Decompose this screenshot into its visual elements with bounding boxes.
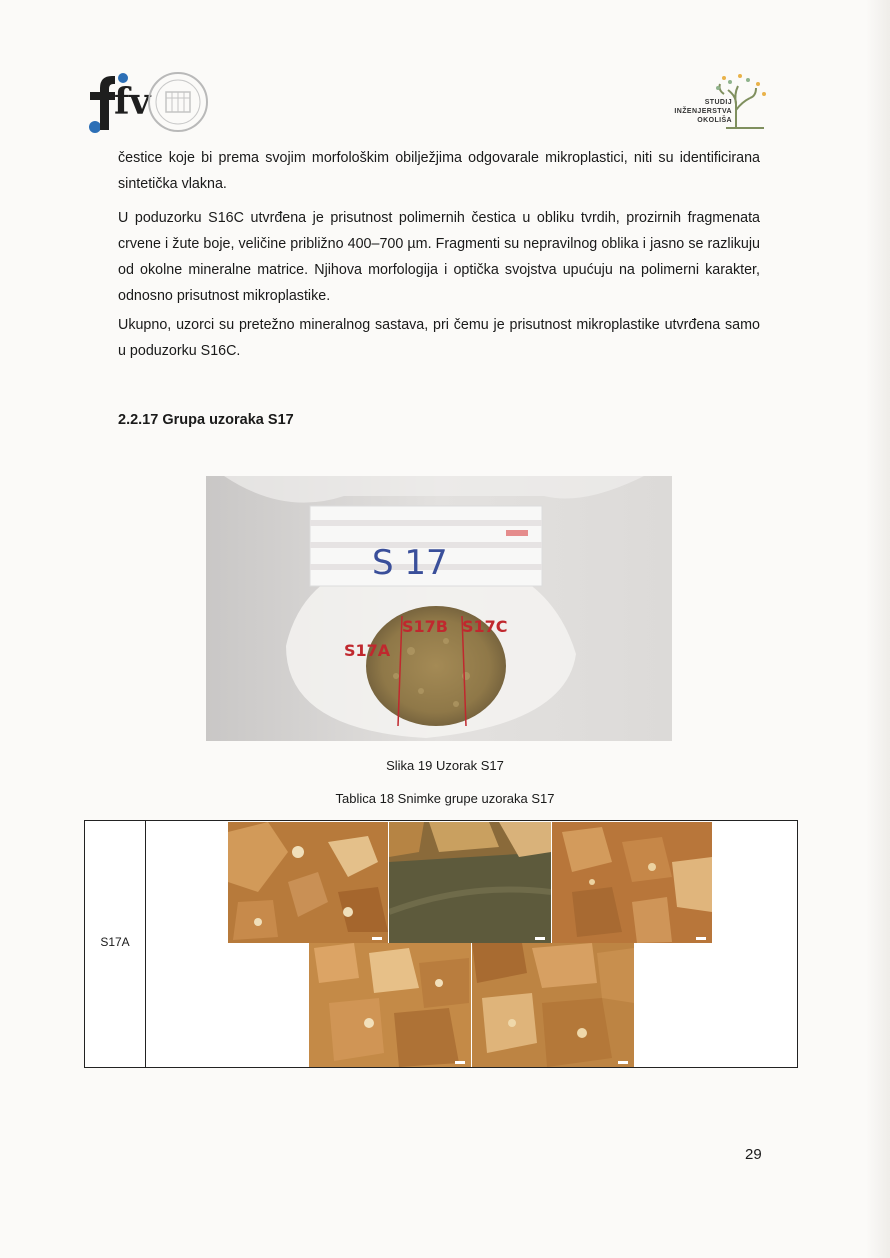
paragraph-3: Ukupno, uzorci su pretežno mineralnog sastava, pri čemu je prisutnost mikroplastike utvrđena samo u poduzorku S16C. xyxy=(118,317,760,359)
page-edge-shadow xyxy=(866,0,890,1258)
study-program-name xyxy=(674,98,732,125)
figure-caption: Slika 19 Uzorak S17 xyxy=(386,758,504,773)
logo-line-2: INŽENJERSTVA xyxy=(674,108,732,115)
label-s17a: S17A xyxy=(344,641,391,660)
label-s17b: S17B xyxy=(402,617,448,636)
logo-line-1: STUDIJ xyxy=(704,99,732,106)
page-number: 29 xyxy=(745,1146,762,1163)
faculty-logo xyxy=(86,70,216,136)
microscope-image-4 xyxy=(309,943,471,1067)
microscope-image-2 xyxy=(389,822,551,943)
sample-photo xyxy=(206,476,672,741)
microscope-image-5 xyxy=(472,943,634,1067)
table-row-label: S17A xyxy=(100,935,130,949)
table-caption: Tablica 18 Snimke grupe uzoraka S17 xyxy=(335,791,555,806)
paragraph-2: U poduzorku S16C utvrđena je prisutnost polimernih čestica u obliku tvrdih, prozirnih fragmenata crvene i žute boje, veličine približno 400–700 µm. Fragmenti su nepravilnog oblika i jasno se razlikuju od okolne mineralne matrice. Njihova morfologija i optička svojstva upućuju na polimerni karakter, odnosno prisutnost mikroplastike. xyxy=(118,210,760,304)
microscope-image-1 xyxy=(228,822,388,943)
label-s17c: S17C xyxy=(462,617,508,636)
study-program-logo xyxy=(640,70,780,134)
image-table xyxy=(84,820,798,1068)
microscope-image-3 xyxy=(552,822,712,943)
logo-letters: fv xyxy=(114,81,151,123)
logo-line-3: OKOLIŠA xyxy=(697,117,732,124)
bag-handwritten-label: S 17 xyxy=(372,543,448,583)
section-heading: 2.2.17 Grupa uzoraka S17 xyxy=(118,412,294,428)
table-column-divider xyxy=(145,821,146,1067)
paragraph-1: čestice koje bi prema svojim morfološkim obilježjima odgovarale mikroplastici, niti su identificirana sintetička vlakna. xyxy=(118,150,760,192)
